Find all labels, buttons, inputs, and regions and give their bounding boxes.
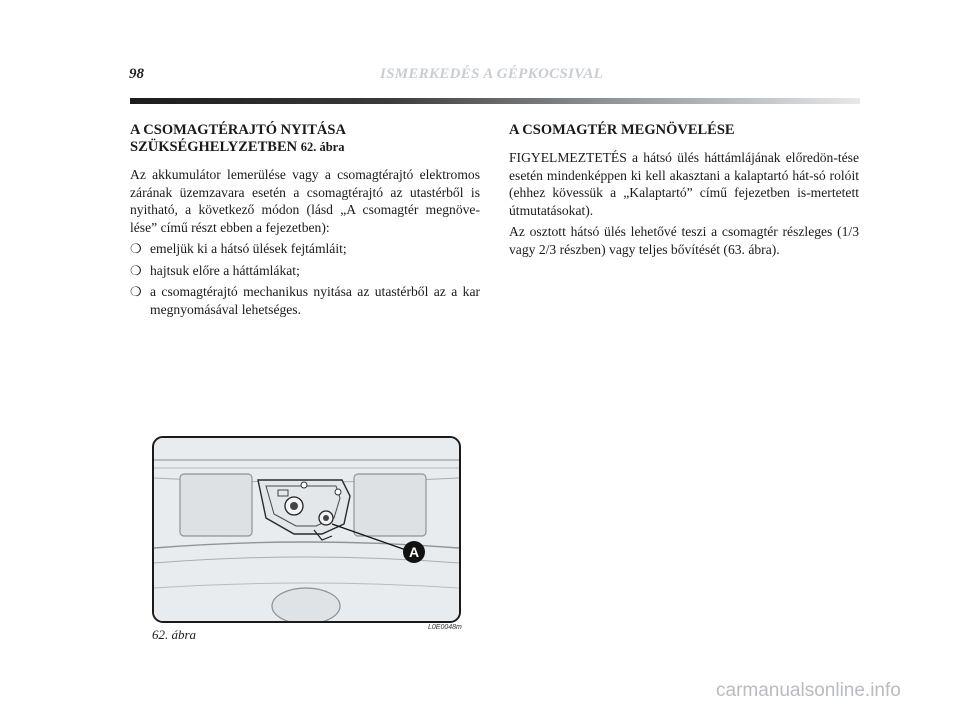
bullet-icon: ❍ (130, 241, 142, 256)
figure-image-code: L0E0048m (428, 624, 462, 631)
warning-paragraph: FIGYELMEZTETÉS a hátsó ülés háttámlájának előredön-tése esetén mindenképpen ki kell akasztani a kalaptartó hát-só rolóit (ehhez kövessük a „Kalaptartó” című fejezetben is-mertetett útmutatásokat). (509, 150, 859, 218)
list-item (130, 262, 480, 280)
steps-list (130, 240, 480, 318)
right-column (509, 122, 859, 262)
page-number: 98 (129, 66, 144, 82)
bullet-icon: ❍ (130, 262, 142, 278)
header-rule (130, 98, 860, 104)
list-item-text: a csomagtérajtó mechanikus nyitása az utastérből az a kar megnyomásával lehetséges. (150, 284, 480, 317)
list-item-text: hajtsuk előre a háttámlákat; (150, 262, 300, 278)
section-heading-enlarging-trunk: A CSOMAGTÉR MEGNÖVELÉSE (509, 122, 735, 138)
figure-caption: 62. ábra (152, 627, 197, 642)
bullet-icon: ❍ (130, 284, 142, 299)
heading-figure-ref: 62. ábra (300, 140, 345, 154)
trunk-lock-drawing (154, 438, 459, 621)
list-item (130, 240, 480, 258)
split-seat-paragraph: Az osztott hátsó ülés lehetővé teszi a csomagtér részleges (1/3 vagy 2/3 részben) vagy teljes bővítését (63. ábra). (509, 224, 859, 257)
running-head: ISMERKEDÉS A GÉPKOCSIVAL (380, 66, 604, 82)
figure-trunk-lock-illustration (152, 436, 461, 623)
left-column (130, 122, 480, 322)
watermark: carmanualsonline.info (716, 680, 901, 701)
heading-text: A CSOMAGTÉRAJTÓ NYITÁSA SZÜKSÉGHELYZETBEN (130, 122, 346, 155)
list-item (130, 283, 480, 318)
section-heading-emergency-opening (130, 122, 480, 156)
callout-label: A (408, 544, 420, 560)
list-item-text: emeljük ki a hátsó ülések fejtámláit; (150, 241, 347, 256)
intro-paragraph: Az akkumulátor lemerülése vagy a csomagtérajtó elektromos zárának üzemzavara esetén a csomagtérajtó az utastérből is nyitható, a következő módon (lásd „A csomagtér megnöve-lése” című részt ebben a fejezetben): (130, 167, 480, 235)
